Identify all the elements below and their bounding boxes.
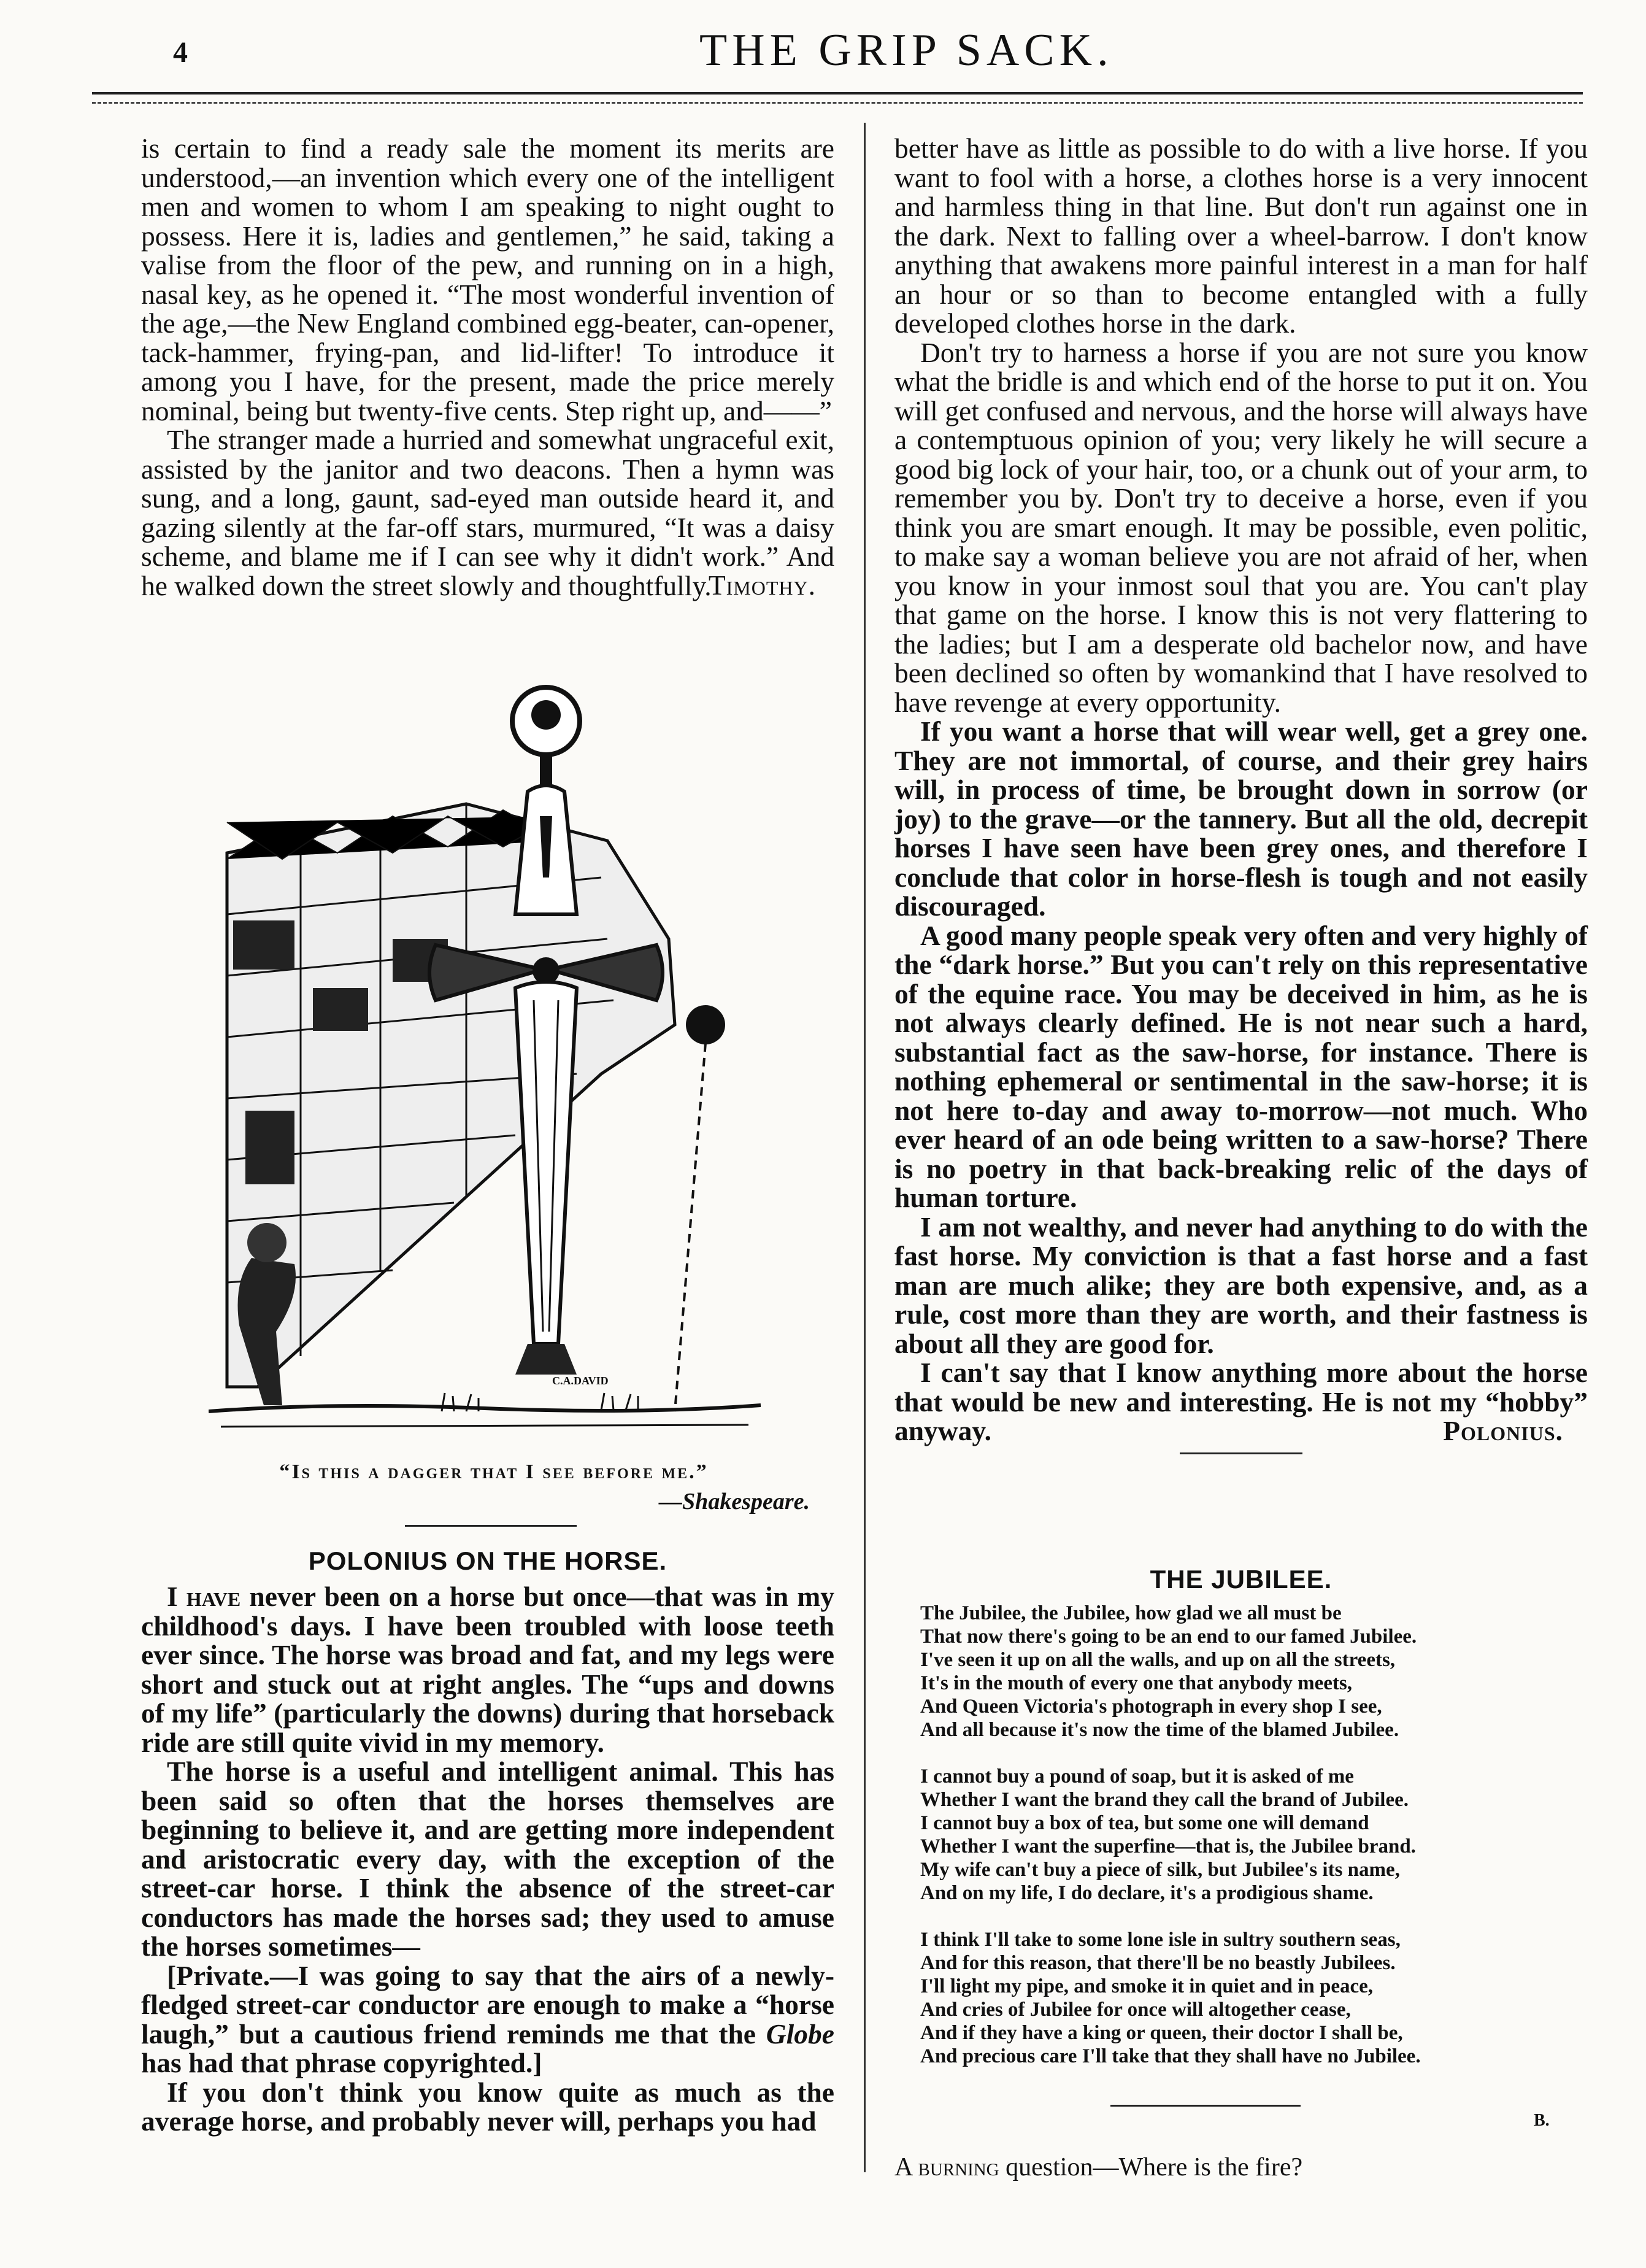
poem-line: And if they have a king or queen, their doctor I shall be,: [920, 2022, 1403, 2044]
polonius-heading: POLONIUS ON THE HORSE.: [308, 1546, 667, 1575]
poem-line: And Queen Victoria's photograph in every shop I see,: [920, 1695, 1382, 1718]
column-divider: [864, 123, 866, 2172]
polonius-paragraph-1: [141, 1582, 834, 1757]
poem-line: And for this reason, that there'll be no beastly Jubilees.: [920, 1952, 1396, 1974]
illustration-caption: “Is this a dagger that I see before me.”: [279, 1460, 709, 1483]
timothy-signature: Timothy.: [708, 569, 816, 601]
polonius-paragraph-3: [141, 1961, 834, 2078]
poem-line: Whether I want the brand they call the brand of Jubilee.: [920, 1789, 1409, 1811]
burning-question: [894, 2153, 1302, 2182]
header-rule-dashed: [92, 102, 1583, 104]
polonius-paragraph-5: better have as little as possible to do with a live horse. If you want to fool with a horse, a clothes horse is a very innocent and harmless thing in that line. But don't run against one in the dark. Next to falling over a wheel-barrow. I don't know anything that awakens more painful interest in a man for half an hour or so than to become entangled with a fully developed clothes horse in the dark.: [894, 133, 1588, 339]
poem-stanza-1: [920, 1602, 1558, 1742]
poem-line: Whether I want the superfine—that is, the Jubilee brand.: [920, 1835, 1416, 1857]
polonius-paragraph-7: If you want a horse that will wear well, get a grey one. They are not immortal, of course, and their grey hairs will, in process of time, be brought down in sorrow (or joy) to the grave—or the tannery. But all the old, decrepit horses I have seen have been grey ones, and therefore I conclude that color in horse-flesh is tough and not easily discouraged.: [894, 716, 1588, 922]
burning-text: question—Where is the fire?: [999, 2153, 1303, 2181]
timothy-paragraph-1: is certain to find a ready sale the moment its merits are understood,—an invention which every one of the intelligent men and women to whom I am speaking to night ought to possess. Here it is, ladies and gentlemen,” he said, taking a valise from the floor of the pew, and running on in a high, nasal key, as he opened it. “The most wonderful invention of the age,—the New England combined egg-beater, can-opener, tack-hammer, frying-pan, and lid-lifter! To introduce it among you I have, for the present, made the price merely nominal, being but twenty-five cents. Step right up, and——”: [141, 133, 834, 426]
poem-line: And cries of Jubilee for once will altogether cease,: [920, 1999, 1351, 2021]
polonius-paragraph-8: A good many people speak very often and very highly of the “dark horse.” But you can't rely on this representative of the equine race. You may be deceived in him, as he is not always clearly defined. He is not near such a hard, substantial fact as the saw-horse, for instance. There is nothing ephemeral or sentimental in the saw-horse; it is not here to-day and away to-morrow—not much. Who ever heard of an ode being written to a saw-horse? There is no poetry in that back-breaking relic of the days of human torture.: [894, 919, 1588, 1213]
page-number: 4: [173, 36, 188, 69]
jubilee-signature: B.: [1534, 2111, 1550, 2130]
section-rule: [405, 1525, 577, 1527]
caption-attribution: —Shakespeare.: [659, 1489, 810, 1514]
poem-line: I've seen it up on all the walls, and up on all the streets,: [920, 1649, 1396, 1671]
section-rule: [1110, 2105, 1301, 2107]
section-rule: [1180, 1452, 1302, 1454]
poem-line: And on my life, I do declare, it's a prodigious shame.: [920, 1882, 1374, 1904]
poem-line: I think I'll take to some lone isle in sultry southern seas,: [920, 1929, 1401, 1951]
polonius-paragraph-4: If you don't think you know quite as much as the average horse, and probably never will, perhaps you had: [141, 2076, 834, 2137]
poem-stanza-2: [920, 1765, 1558, 1905]
jubilee-poem: [920, 1602, 1558, 2068]
poem-line: The Jubilee, the Jubilee, how glad we all must be: [920, 1602, 1342, 1624]
globe-title: Globe: [766, 2018, 834, 2050]
poem-line: It's in the mouth of every one that anybody meets,: [920, 1672, 1352, 1694]
paragraph-lead: I have: [167, 1581, 241, 1612]
polonius-paragraph-6: Don't try to harness a horse if you are not sure you know what the bridle is and which end of the horse to put it on. You will get confused and nervous, and the horse will always have a contemptuous opinion of you; very likely he will secure a good big lock of your hair, too, or a chunk out of your arm, to remember you by. Don't try to deceive a horse, even if you think you are smart enough. It may be possible, even politic, to make say a woman believe you are not afraid of her, when you know in your inmost soul that you are. You can't play that game on the horse. I know this is not very flattering to the ladies; but I am a desperate old bachelor now, and have been declined so often by womankind that I have resolved to have revenge at every opportunity.: [894, 336, 1588, 718]
right-column: [894, 134, 1588, 1454]
poem-stanza-3: [920, 1928, 1558, 2068]
masthead-title: THE GRIP SACK.: [699, 25, 1113, 75]
left-column-top: [141, 134, 834, 600]
poem-line: My wife can't buy a piece of silk, but Jubilee's its name,: [920, 1859, 1400, 1881]
poem-line: And precious care I'll take that they shall have no Jubilee.: [920, 2045, 1421, 2067]
polonius-paragraph-9: I am not wealthy, and never had anything to do with the fast horse. My conviction is that a fast horse and a fast man are much alike; they are both expensive, and, as a rule, cost more than they are worth, and their fastness is about all they are good for.: [894, 1211, 1588, 1359]
poem-line: That now there's going to be an end to our famed Jubilee.: [920, 1626, 1417, 1648]
polonius-signature: Polonius.: [1443, 1414, 1563, 1446]
poem-line: And all because it's now the time of the blamed Jubilee.: [920, 1719, 1399, 1741]
polonius-left-column: [141, 1582, 834, 2136]
polonius-paragraph-10: I can't say that I know anything more about the horse that would be new and interesting. He is not my “hobby” anyway.: [894, 1357, 1588, 1446]
timothy-paragraph-2: The stranger made a hurried and somewhat ungraceful exit, assisted by the janitor and two deacons. Then a hymn was sung, and a long, gaunt, sad-eyed man outside heard it, and gazing silently at the far-off stars, murmured, “It was a daisy scheme, and blame me if I can see why it didn't work.” And he walked down the street slowly and thoughtfully.: [141, 424, 834, 601]
poem-line: I cannot buy a pound of soap, but it is asked of me: [920, 1765, 1354, 1788]
artist-signature: C.A.DAVID: [552, 1375, 609, 1387]
paragraph-text: [Private.—I was going to say that the airs of a newly-fledged street-car conductor are enough to make a “horse laugh,” but a cautious friend reminds me that the: [141, 1959, 834, 2050]
paragraph-text: has had that phrase copyrighted.]: [141, 2047, 542, 2078]
burning-lead: A burning: [894, 2153, 999, 2181]
header-rule: [92, 92, 1583, 94]
poem-line: I cannot buy a box of tea, but some one will demand: [920, 1812, 1369, 1834]
illustration: [209, 681, 761, 1442]
paragraph-text: never been on a horse but once—that was in my childhood's days. I have been troubled with loose teeth ever since. The horse was broad and fat, and my legs were short and stuck out at right angles. The “ups and downs of my life” (particularly the downs) during that horseback ride are still quite vivid in my memory.: [141, 1581, 834, 1758]
polonius-paragraph-2: The horse is a useful and intelligent animal. This has been said so often that the horses themselves are beginning to believe it, and are getting more independent and aristocratic every day, with the exception of the street-car horse. I think the absence of the street-car conductors has made the horses sad; they used to amuse the horses sometimes—: [141, 1756, 834, 1962]
dagger-cartoon-image: [209, 681, 761, 1442]
jubilee-heading: THE JUBILEE.: [1150, 1565, 1333, 1594]
poem-line: I'll light my pipe, and smoke it in quiet and in peace,: [920, 1975, 1374, 1997]
